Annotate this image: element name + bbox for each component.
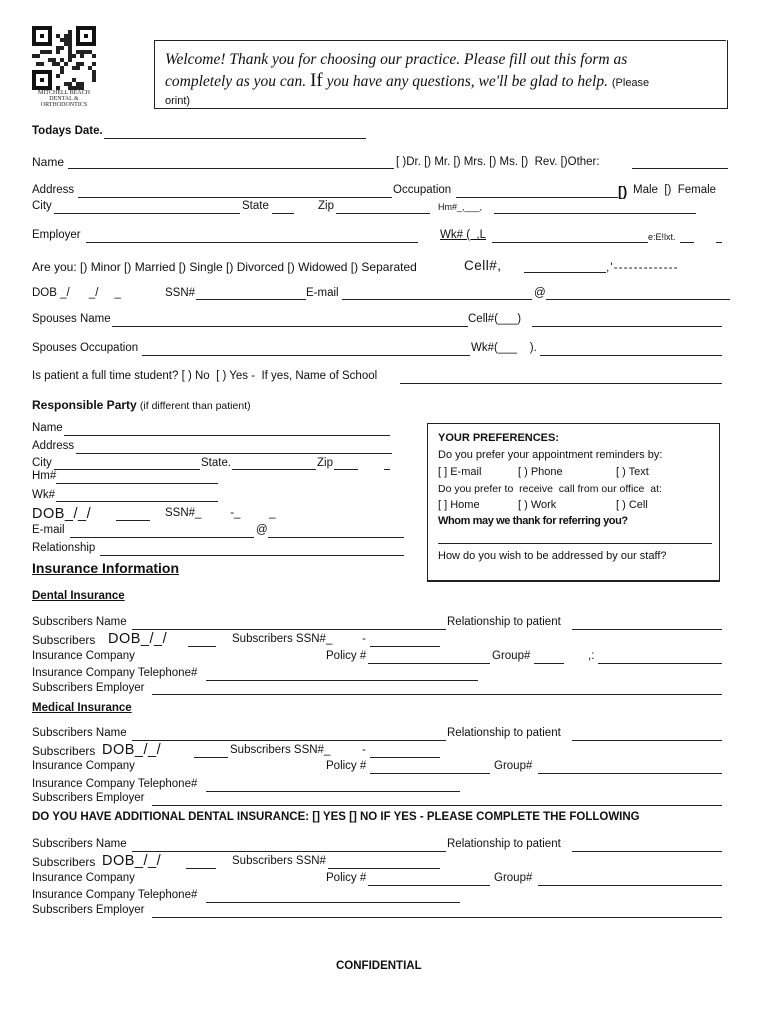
medical-group-label: Group# [494, 760, 533, 772]
medical-insurance-heading: Medical Insurance [32, 702, 132, 714]
referral-question: Whom may we thank for referring you? [438, 515, 628, 527]
logo-line: DENTAL & [49, 96, 79, 102]
rp-work-phone-field[interactable] [56, 501, 218, 502]
rp-email-label: E-mail [32, 524, 65, 536]
additional-ssn-field[interactable] [328, 868, 440, 869]
ssn-field[interactable] [196, 299, 306, 300]
medical-subscribers-employer-field[interactable] [152, 805, 722, 806]
zip-field[interactable] [336, 213, 430, 214]
spouse-cell-field[interactable] [532, 326, 722, 327]
sex-options[interactable]: Male [) Female [633, 184, 717, 196]
additional-company-telephone-label: Insurance Company Telephone# [32, 889, 198, 901]
additional-policy-field[interactable] [368, 885, 490, 886]
dental-company-telephone-label: Insurance Company Telephone# [32, 667, 198, 679]
medical-insurance-company-label: Insurance Company [32, 760, 135, 772]
medical-ssn-dash: - [362, 744, 366, 756]
additional-relationship-field[interactable] [572, 851, 722, 852]
medical-ssn-field[interactable] [370, 757, 440, 758]
additional-subscribers-name-label: Subscribers Name [32, 838, 127, 850]
additional-subscribers-label: Subscribers [32, 855, 96, 869]
dental-group-extra-field[interactable] [598, 663, 722, 664]
extension-label: e:E!lxt. [648, 232, 676, 242]
sex-checkbox[interactable]: [) [618, 183, 628, 199]
welcome-line-2-small: (Please [611, 77, 650, 89]
rp-dob-label: DOB_/_/ [32, 506, 92, 522]
medical-subscribers-name-label: Subscribers Name [32, 727, 127, 739]
address-field[interactable] [78, 197, 392, 198]
additional-subscribers-name-field[interactable] [132, 851, 446, 852]
welcome-message [165, 49, 713, 108]
additional-dental-question[interactable]: DO YOU HAVE ADDITIONAL DENTAL INSURANCE: [] YES [] NO IF YES - PLEASE COMPLETE THE FOLLOWING [32, 811, 640, 823]
extension-field[interactable] [680, 242, 694, 243]
medical-dob-field[interactable] [194, 757, 228, 758]
medical-company-telephone-label: Insurance Company Telephone# [32, 778, 198, 790]
practice-logo-text [28, 90, 100, 108]
medical-dob-label: DOB_/_/ [102, 742, 162, 758]
additional-dob-field[interactable] [186, 868, 216, 869]
spouse-work-field[interactable] [540, 355, 722, 356]
spouses-name-label: Spouses Name [32, 313, 111, 325]
reminder-text-option[interactable]: [ ) Text [616, 466, 649, 478]
dental-group-tail: ,: [588, 650, 595, 662]
dental-insurance-company-label: Insurance Company [32, 650, 135, 662]
additional-dob-label: DOB_/_/ [102, 853, 162, 869]
rp-zip-tail [384, 469, 390, 470]
rp-name-label: Name [32, 422, 63, 434]
dental-relationship-field[interactable] [572, 629, 722, 630]
dental-dob-field[interactable] [188, 646, 216, 647]
responsible-party-title: Responsible Party [32, 398, 137, 412]
additional-ssn-label: Subscribers SSN# [232, 855, 326, 867]
name-field[interactable] [68, 168, 394, 169]
medical-subscribers-employer-label: Subscribers Employer [32, 792, 145, 804]
rp-home-phone-field[interactable] [56, 483, 218, 484]
rp-ssn-label[interactable]: SSN#_ -_ _ [165, 507, 276, 519]
dental-group-field[interactable] [534, 663, 564, 664]
home-phone-field[interactable] [494, 213, 696, 214]
spouse-work-label: Wk#(___ ). [471, 342, 537, 354]
medical-policy-field[interactable] [370, 773, 490, 774]
todays-date-label: Todays Date. [32, 125, 103, 137]
work-phone-label: Wk# ( ,L [440, 229, 487, 241]
rp-email-domain-field[interactable] [268, 537, 404, 538]
spouses-occupation-field[interactable] [142, 355, 470, 356]
email-at: @ [534, 287, 546, 299]
name-label: Name [32, 155, 65, 169]
rp-relationship-field[interactable] [100, 555, 404, 556]
email-domain-field[interactable] [546, 299, 730, 300]
medical-company-telephone-field[interactable] [206, 791, 460, 792]
address-label: Address [32, 184, 75, 196]
employer-field[interactable] [86, 242, 418, 243]
practice-logo-qr [32, 26, 96, 90]
rp-city-label: City [32, 457, 52, 469]
occupation-field[interactable] [456, 197, 618, 198]
cell-field-tail: ,'------------- [606, 260, 679, 274]
employer-label: Employer [32, 229, 81, 241]
logo-line: ORTHODONTICS [40, 102, 88, 108]
welcome-box [154, 40, 728, 109]
preferences-heading: YOUR PREFERENCES: [438, 432, 560, 444]
responsible-party-note: (if different than patient) [139, 400, 251, 412]
state-field[interactable] [272, 213, 294, 214]
welcome-line-2b: you have any questions, we'll be glad to help. [322, 73, 612, 90]
rp-email-at: @ [256, 524, 268, 536]
call-cell-option[interactable]: [ ) Cell [616, 499, 648, 511]
zip-label: Zip [318, 200, 334, 212]
rp-address-label: Address [32, 440, 75, 452]
welcome-line-2a: completely as you can. [165, 73, 311, 90]
cell-field[interactable] [524, 272, 606, 273]
reminder-phone-option[interactable]: [ ) Phone [518, 466, 563, 478]
spouses-name-field[interactable] [112, 326, 468, 327]
addressed-question: How do you wish to be addressed by our staff? [438, 550, 667, 562]
reminder-email-option[interactable]: [ ] E-mail [438, 466, 482, 478]
student-question[interactable]: Is patient a full time student? [ ) No [ ) Yes - If yes, Name of School [32, 370, 378, 382]
welcome-line-2 [165, 70, 713, 94]
email-label: E-mail [306, 287, 339, 299]
rp-state-field[interactable] [232, 469, 316, 470]
dental-group-label: Group# [492, 650, 531, 662]
dental-subscribers-label: Subscribers [32, 633, 96, 647]
dental-ssn-field[interactable] [370, 646, 440, 647]
rp-work-phone-label: Wk# [32, 489, 55, 501]
dental-insurance-heading: Dental Insurance [32, 590, 125, 602]
referral-field[interactable] [438, 543, 712, 544]
rp-relationship-label: Relationship [32, 542, 96, 554]
welcome-line-3: orint) [165, 95, 191, 107]
title-options[interactable]: [ )Dr. [) Mr. [) Mrs. [) Ms. [) Rev. [)Other: [396, 156, 600, 168]
preferences-box [427, 423, 720, 582]
medical-relationship-label: Relationship to patient [447, 727, 561, 739]
dental-subscribers-employer-field[interactable] [152, 694, 722, 695]
dental-policy-field[interactable] [368, 663, 490, 664]
occupation-label: Occupation [393, 184, 452, 196]
title-other-field[interactable] [632, 168, 728, 169]
rp-zip-label: Zip [317, 457, 333, 469]
logo-line: MITCHELL BEACH [38, 90, 90, 96]
welcome-line-2-big: If [310, 70, 323, 91]
extension-tail [716, 242, 722, 243]
medical-relationship-field[interactable] [572, 740, 722, 741]
reminders-question: Do you prefer your appointment reminders by: [438, 449, 663, 461]
welcome-line-1: Welcome! Thank you for choosing our practice. Please fill out this form as [165, 51, 628, 68]
city-field[interactable] [54, 213, 240, 214]
dental-policy-label: Policy # [326, 650, 367, 662]
email-user-field[interactable] [342, 299, 532, 300]
additional-company-telephone-field[interactable] [206, 902, 460, 903]
rp-name-field[interactable] [64, 435, 390, 436]
state-label: State [242, 200, 269, 212]
dental-relationship-label: Relationship to patient [447, 616, 561, 628]
dental-subscribers-name-field[interactable] [132, 629, 446, 630]
cell-label: Cell#, [464, 258, 502, 273]
insurance-heading: Insurance Information [32, 560, 180, 576]
confidential-footer: CONFIDENTIAL [336, 960, 422, 972]
additional-group-label: Group# [494, 872, 533, 884]
home-phone-label: Hm#_,___, [438, 202, 483, 212]
rp-email-user-field[interactable] [70, 537, 254, 538]
medical-subscribers-label: Subscribers [32, 744, 96, 758]
rp-state-label: State. [201, 457, 232, 469]
dental-company-telephone-field[interactable] [206, 680, 478, 681]
call-question: Do you prefer to receive call from our office at: [438, 483, 662, 495]
additional-group-field[interactable] [538, 885, 722, 886]
school-name-field[interactable] [400, 383, 722, 384]
dental-subscribers-name-label: Subscribers Name [32, 616, 127, 628]
call-work-option[interactable]: [ ) Work [518, 499, 557, 511]
dob-label[interactable]: DOB _/ _/ _ [32, 287, 121, 299]
rp-home-phone-label: Hm# [32, 470, 57, 482]
spouse-cell-label: Cell#(___) [468, 313, 522, 325]
additional-relationship-label: Relationship to patient [447, 838, 561, 850]
spouses-occupation-label: Spouses Occupation [32, 342, 139, 354]
todays-date-field[interactable] [104, 138, 366, 139]
rp-dob-field[interactable] [116, 520, 150, 521]
dental-dob-label: DOB_/_/ [108, 631, 168, 647]
marital-status-options[interactable]: Are you: [) Minor [) Married [) Single [) Divorced [) Widowed [) Separated [32, 260, 417, 274]
dental-ssn-dash: - [362, 633, 366, 645]
call-home-option[interactable]: [ ] Home [438, 499, 480, 511]
additional-subscribers-employer-label: Subscribers Employer [32, 904, 145, 916]
rp-city-field[interactable] [54, 469, 200, 470]
additional-policy-label: Policy # [326, 872, 367, 884]
city-label: City [32, 200, 52, 212]
additional-subscribers-employer-field[interactable] [152, 917, 722, 918]
ssn-label: SSN# [165, 287, 196, 299]
work-phone-field[interactable] [492, 242, 648, 243]
dental-ssn-label: Subscribers SSN#_ [232, 633, 333, 645]
medical-policy-label: Policy # [326, 760, 367, 772]
additional-insurance-company-label: Insurance Company [32, 872, 135, 884]
responsible-party-heading [32, 399, 251, 413]
rp-address-field[interactable] [76, 453, 392, 454]
medical-ssn-label: Subscribers SSN#_ [230, 744, 331, 756]
dental-subscribers-employer-label: Subscribers Employer [32, 682, 145, 694]
medical-group-field[interactable] [538, 773, 722, 774]
medical-subscribers-name-field[interactable] [132, 740, 446, 741]
rp-zip-field[interactable] [334, 469, 358, 470]
